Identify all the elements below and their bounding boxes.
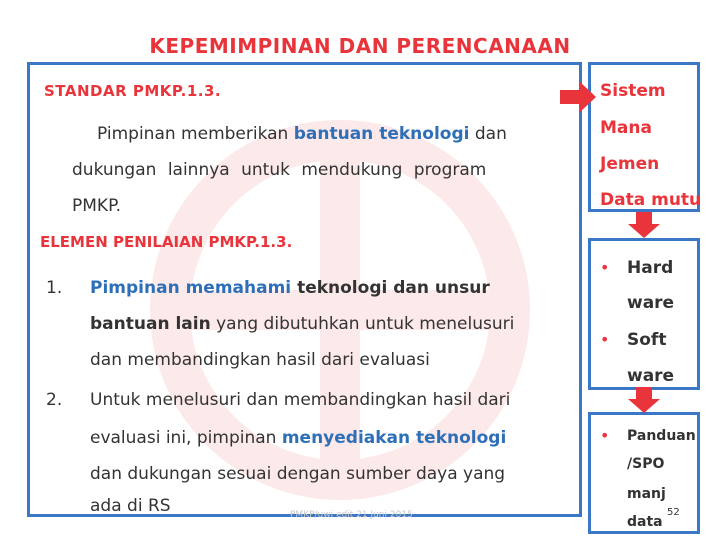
side-item-ware-2: ware <box>627 366 675 386</box>
item-1-line-1 <box>90 278 490 298</box>
item-1-bold-c: bantuan lain <box>90 314 211 334</box>
item-number-1: 1. <box>46 278 63 298</box>
item-1-line-2 <box>90 314 514 334</box>
down-arrow-icon <box>628 212 660 238</box>
side-item-hard: Hard <box>627 258 674 278</box>
item-2-highlight: menyediakan teknologi <box>281 428 507 448</box>
item-number-2: 2. <box>46 390 63 410</box>
item-2-line-3: dan dukungan sesuai dengan sumber daya yang <box>90 464 506 484</box>
side-item-spo: /SPO <box>627 456 665 472</box>
side-item-soft: Soft <box>627 330 667 350</box>
bullet-soft: • <box>600 330 610 349</box>
item-2-text-a: evaluasi ini, pimpinan <box>90 428 282 448</box>
down-arrow-icon-2 <box>628 387 660 413</box>
standard-line-3: PMKP. <box>72 196 122 216</box>
side-item-data: data <box>627 514 663 530</box>
standard-line-2: dukungan lainnya untuk mendukung program <box>72 160 487 180</box>
side-item-manj: manj <box>627 486 666 502</box>
page-number: 52 <box>667 507 680 518</box>
standard-line-1 <box>97 124 507 144</box>
side-word-mana: Mana <box>600 118 652 138</box>
right-arrow-icon <box>560 82 596 112</box>
standard-text-1c: dan <box>469 124 507 144</box>
side-word-sistem: Sistem <box>600 81 666 101</box>
item-1-highlight-a: Pimpinan memahami <box>90 278 298 298</box>
page-title: KEPEMIMPINAN DAN PERENCANAAN <box>149 34 571 58</box>
side-item-ware-1: ware <box>627 293 675 313</box>
bullet-hard: • <box>600 258 610 277</box>
side-item-panduan: Panduan <box>627 428 696 444</box>
item-2-line-2 <box>90 428 506 448</box>
item-1-text-d: yang dibutuhkan untuk menelusuri <box>210 314 515 334</box>
footer-note: PMKP/uwi edit 21 Juni 2015 <box>290 510 413 520</box>
standard-highlight: bantuan teknologi <box>293 124 470 144</box>
item-1-line-3: dan membandingkan hasil dari evaluasi <box>90 350 430 370</box>
standard-text-1a: Pimpinan memberikan <box>97 124 294 144</box>
item-2-line-1: Untuk menelusuri dan membandingkan hasil dari <box>90 390 511 410</box>
side-word-jemen: Jemen <box>600 154 660 174</box>
item-1-bold-b: teknologi dan unsur <box>297 278 490 298</box>
standard-heading: STANDAR PMKP.1.3. <box>44 82 222 100</box>
elements-heading: ELEMEN PENILAIAN PMKP.1.3. <box>40 233 293 251</box>
side-word-data-mutu: Data mutu <box>600 190 702 210</box>
bullet-panduan: • <box>600 426 610 445</box>
item-2-line-4: ada di RS <box>90 496 171 516</box>
